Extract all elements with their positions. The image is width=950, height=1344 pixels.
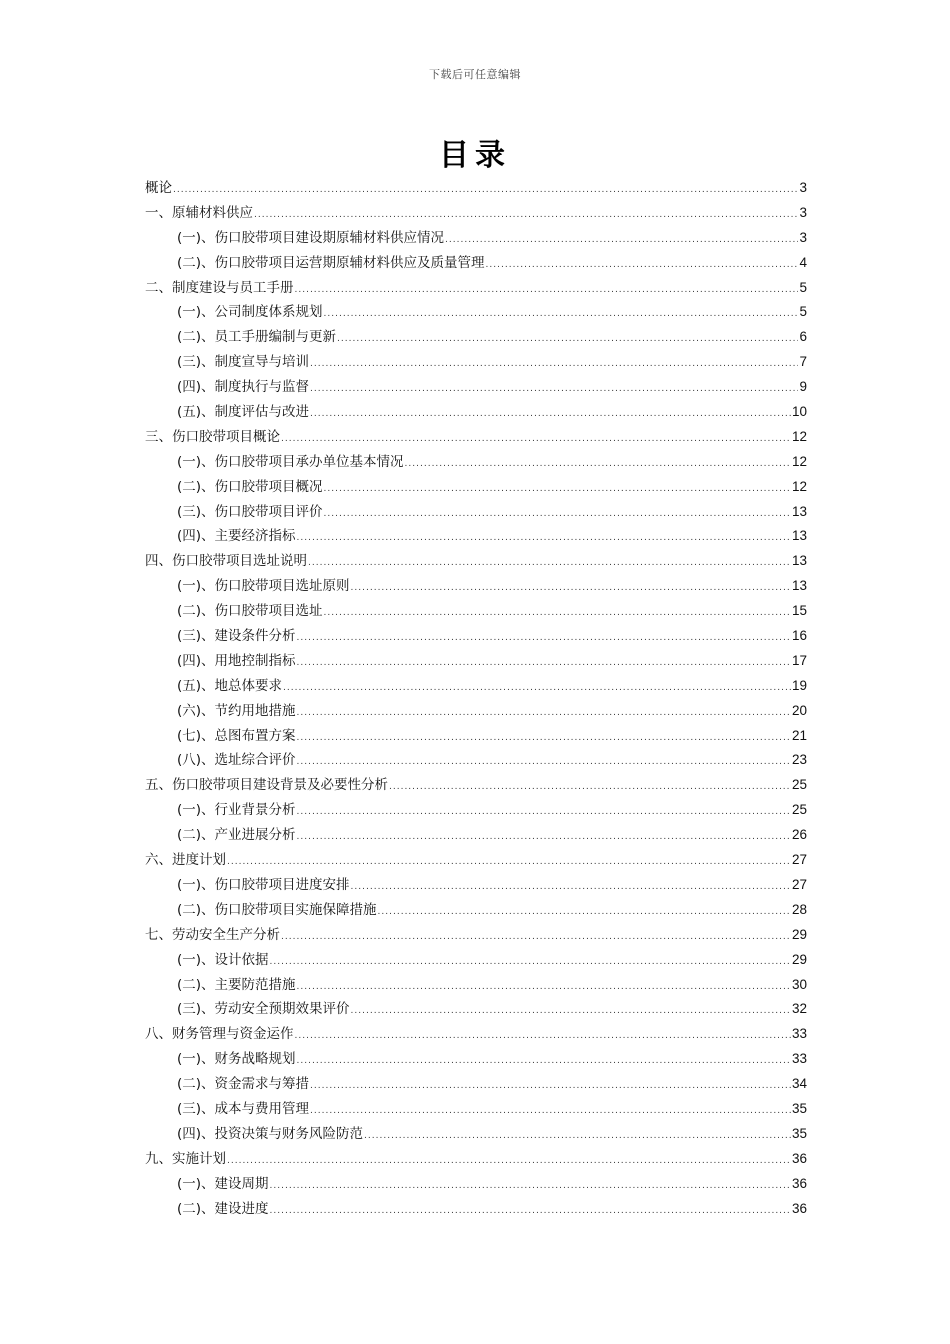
toc-dot-leader xyxy=(297,526,791,551)
toc-section-entry[interactable] xyxy=(145,1122,807,1147)
toc-section-entry[interactable] xyxy=(145,500,807,525)
toc-entry-label: 六、进度计划 xyxy=(145,852,226,869)
toc-section-entry[interactable] xyxy=(145,375,807,400)
toc-dot-leader xyxy=(351,576,791,601)
toc-dot-leader xyxy=(378,900,791,925)
toc-entry-label: 概论 xyxy=(145,180,172,196)
toc-dot-leader xyxy=(270,1174,791,1199)
toc-entry-page-number: 9 xyxy=(799,379,807,395)
toc-entry-label: (二)、伤口胶带项目选址 xyxy=(177,603,323,620)
toc-entry-label: (三)、制度宣导与培训 xyxy=(177,354,310,371)
toc-dot-leader xyxy=(270,1199,791,1224)
toc-section-entry[interactable] xyxy=(145,624,807,649)
toc-entry-label: (二)、建设进度 xyxy=(177,1200,269,1217)
toc-entry-page-number: 36 xyxy=(791,1200,807,1216)
toc-chapter-entry[interactable] xyxy=(145,549,807,574)
toc-dot-leader xyxy=(324,502,791,527)
toc-entry-page-number: 29 xyxy=(791,951,807,967)
toc-entry-label: 七、劳动安全生产分析 xyxy=(145,926,280,943)
toc-entry-page-number: 17 xyxy=(791,652,807,668)
toc-entry-page-number: 10 xyxy=(791,404,807,420)
toc-dot-leader xyxy=(351,875,791,900)
toc-dot-leader xyxy=(297,800,791,825)
toc-chapter-entry[interactable] xyxy=(145,848,807,873)
toc-section-entry[interactable] xyxy=(145,748,807,773)
toc-section-entry[interactable] xyxy=(145,574,807,599)
toc-entry-label: (八)、选址综合评价 xyxy=(177,752,296,769)
toc-chapter-entry[interactable] xyxy=(145,425,807,450)
toc-entry-label: 四、伤口胶带项目选址说明 xyxy=(145,553,307,570)
toc-section-entry[interactable] xyxy=(145,997,807,1022)
toc-entry-page-number: 13 xyxy=(791,503,807,519)
toc-entry-page-number: 29 xyxy=(791,926,807,942)
toc-chapter-entry[interactable] xyxy=(145,773,807,798)
toc-dot-leader xyxy=(297,626,791,651)
toc-entry-label: (二)、伤口胶带项目运营期原辅材料供应及质量管理 xyxy=(177,254,485,271)
toc-dot-leader xyxy=(283,676,791,701)
toc-entry-page-number: 6 xyxy=(799,329,807,345)
toc-entry-page-number: 19 xyxy=(791,677,807,693)
toc-dot-leader xyxy=(324,302,799,327)
toc-entry-page-number: 35 xyxy=(791,1100,807,1116)
toc-entry-page-number: 28 xyxy=(791,901,807,917)
toc-section-entry[interactable] xyxy=(145,599,807,624)
toc-entry-page-number: 33 xyxy=(791,1026,807,1042)
toc-section-entry[interactable] xyxy=(145,524,807,549)
table-of-contents xyxy=(145,176,807,1221)
toc-entry-page-number: 34 xyxy=(791,1076,807,1092)
toc-section-entry[interactable] xyxy=(145,450,807,475)
toc-entry-label: (五)、地总体要求 xyxy=(177,677,283,694)
toc-entry-label: 五、伤口胶带项目建设背景及必要性分析 xyxy=(145,777,388,794)
toc-dot-leader xyxy=(297,726,791,751)
toc-section-entry[interactable] xyxy=(145,798,807,823)
toc-entry-page-number: 23 xyxy=(791,752,807,768)
toc-entry-label: (二)、员工手册编制与更新 xyxy=(177,329,337,346)
toc-entry-page-number: 7 xyxy=(799,354,807,370)
toc-entry-page-number: 25 xyxy=(791,802,807,818)
toc-section-entry[interactable] xyxy=(145,1197,807,1222)
toc-entry-label: (六)、节约用地措施 xyxy=(177,702,296,719)
toc-entry-label: (一)、伤口胶带项目选址原则 xyxy=(177,578,350,595)
toc-entry-label: 三、伤口胶带项目概论 xyxy=(145,428,280,445)
toc-entry-label: (七)、总图布置方案 xyxy=(177,727,296,744)
toc-chapter-entry[interactable] xyxy=(145,1022,807,1047)
toc-entry-page-number: 4 xyxy=(799,254,807,270)
toc-entry-label: (三)、劳动安全预期效果评价 xyxy=(177,1001,350,1018)
toc-section-entry[interactable] xyxy=(145,823,807,848)
toc-entry-label: (一)、伤口胶带项目建设期原辅材料供应情况 xyxy=(177,229,445,246)
toc-section-entry[interactable] xyxy=(145,325,807,350)
toc-section-entry[interactable] xyxy=(145,226,807,251)
header-note: 下载后可任意编辑 xyxy=(429,68,521,81)
toc-entry-label: (四)、用地控制指标 xyxy=(177,652,296,669)
toc-section-entry[interactable] xyxy=(145,1072,807,1097)
toc-entry-page-number: 33 xyxy=(791,1051,807,1067)
toc-section-entry[interactable] xyxy=(145,724,807,749)
toc-section-entry[interactable] xyxy=(145,300,807,325)
toc-entry-label: (三)、建设条件分析 xyxy=(177,628,296,645)
toc-entry-label: (一)、建设周期 xyxy=(177,1175,269,1192)
toc-entry-page-number: 12 xyxy=(791,453,807,469)
toc-entry-page-number: 12 xyxy=(791,428,807,444)
toc-chapter-entry[interactable] xyxy=(145,923,807,948)
toc-section-entry[interactable] xyxy=(145,649,807,674)
toc-section-entry[interactable] xyxy=(145,475,807,500)
toc-entry-page-number: 13 xyxy=(791,553,807,569)
toc-dot-leader xyxy=(324,601,791,626)
toc-dot-leader xyxy=(310,1099,791,1124)
toc-entry-page-number: 15 xyxy=(791,603,807,619)
toc-entry-label: (一)、伤口胶带项目进度安排 xyxy=(177,876,350,893)
toc-chapter-entry[interactable] xyxy=(145,201,807,226)
toc-dot-leader xyxy=(173,178,798,203)
toc-dot-leader xyxy=(297,975,791,1000)
toc-entry-label: 九、实施计划 xyxy=(145,1150,226,1167)
toc-section-entry[interactable] xyxy=(145,948,807,973)
toc-dot-leader xyxy=(227,850,791,875)
toc-chapter-entry[interactable] xyxy=(145,176,807,201)
toc-entry-label: (四)、制度执行与监督 xyxy=(177,379,310,396)
toc-section-entry[interactable] xyxy=(145,873,807,898)
toc-dot-leader xyxy=(295,1024,791,1049)
toc-dot-leader xyxy=(445,228,798,253)
toc-entry-label: 二、制度建设与员工手册 xyxy=(145,279,294,296)
toc-entry-label: (二)、产业进展分析 xyxy=(177,827,296,844)
toc-section-entry[interactable] xyxy=(145,898,807,923)
toc-section-entry[interactable] xyxy=(145,350,807,375)
toc-entry-label: (四)、投资决策与财务风险防范 xyxy=(177,1125,364,1142)
toc-entry-label: (一)、行业背景分析 xyxy=(177,802,296,819)
toc-dot-leader xyxy=(310,352,798,377)
toc-dot-leader xyxy=(227,1149,791,1174)
toc-entry-label: (三)、成本与费用管理 xyxy=(177,1100,310,1117)
toc-entry-page-number: 3 xyxy=(799,180,807,195)
toc-entry-label: 一、原辅材料供应 xyxy=(145,204,253,221)
toc-entry-page-number: 20 xyxy=(791,702,807,718)
toc-entry-page-number: 13 xyxy=(791,528,807,544)
toc-entry-label: 八、财务管理与资金运作 xyxy=(145,1026,294,1043)
toc-section-entry[interactable] xyxy=(145,1172,807,1197)
toc-dot-leader xyxy=(364,1124,791,1149)
toc-entry-page-number: 36 xyxy=(791,1175,807,1191)
toc-entry-label: (一)、伤口胶带项目承办单位基本情况 xyxy=(177,453,404,470)
toc-dot-leader xyxy=(405,452,791,477)
toc-dot-leader xyxy=(308,551,791,576)
toc-dot-leader xyxy=(297,750,791,775)
toc-section-entry[interactable] xyxy=(145,400,807,425)
toc-entry-page-number: 3 xyxy=(799,204,807,220)
toc-entry-page-number: 5 xyxy=(799,279,807,295)
toc-entry-page-number: 32 xyxy=(791,1001,807,1017)
toc-entry-page-number: 21 xyxy=(791,727,807,743)
toc-dot-leader xyxy=(295,278,799,303)
toc-entry-page-number: 25 xyxy=(791,777,807,793)
toc-dot-leader xyxy=(389,775,791,800)
toc-entry-label: (四)、主要经济指标 xyxy=(177,528,296,545)
toc-entry-label: (一)、设计依据 xyxy=(177,951,269,968)
toc-dot-leader xyxy=(486,253,799,278)
toc-dot-leader xyxy=(281,427,791,452)
toc-dot-leader xyxy=(337,327,798,352)
toc-entry-label: (三)、伤口胶带项目评价 xyxy=(177,503,323,520)
toc-entry-page-number: 30 xyxy=(791,976,807,992)
toc-section-entry[interactable] xyxy=(145,1047,807,1072)
toc-dot-leader xyxy=(324,477,791,502)
toc-entry-page-number: 35 xyxy=(791,1125,807,1141)
toc-entry-page-number: 27 xyxy=(791,852,807,868)
toc-dot-leader xyxy=(310,1074,791,1099)
page-title: 目录 xyxy=(439,138,511,173)
toc-entry-label: (二)、伤口胶带项目实施保障措施 xyxy=(177,901,377,918)
toc-section-entry[interactable] xyxy=(145,699,807,724)
toc-chapter-entry[interactable] xyxy=(145,1147,807,1172)
toc-entry-page-number: 26 xyxy=(791,827,807,843)
toc-entry-page-number: 13 xyxy=(791,578,807,594)
toc-dot-leader xyxy=(297,701,791,726)
toc-dot-leader xyxy=(297,825,791,850)
toc-entry-page-number: 16 xyxy=(791,628,807,644)
toc-entry-label: (五)、制度评估与改进 xyxy=(177,404,310,421)
toc-chapter-entry[interactable] xyxy=(145,276,807,301)
toc-entry-page-number: 3 xyxy=(799,229,807,245)
toc-entry-page-number: 5 xyxy=(799,304,807,320)
toc-section-entry[interactable] xyxy=(145,1097,807,1122)
toc-entry-label: (二)、伤口胶带项目概况 xyxy=(177,478,323,495)
toc-entry-label: (一)、财务战略规划 xyxy=(177,1051,296,1068)
toc-dot-leader xyxy=(297,651,791,676)
toc-dot-leader xyxy=(281,925,791,950)
toc-entry-page-number: 36 xyxy=(791,1150,807,1166)
toc-entry-label: (一)、公司制度体系规划 xyxy=(177,304,323,321)
toc-dot-leader xyxy=(310,402,791,427)
toc-dot-leader xyxy=(310,377,798,402)
toc-dot-leader xyxy=(270,950,791,975)
toc-entry-page-number: 12 xyxy=(791,478,807,494)
toc-section-entry[interactable] xyxy=(145,251,807,276)
toc-section-entry[interactable] xyxy=(145,674,807,699)
toc-entry-label: (二)、主要防范措施 xyxy=(177,976,296,993)
toc-entry-page-number: 27 xyxy=(791,876,807,892)
toc-section-entry[interactable] xyxy=(145,973,807,998)
toc-entry-label: (二)、资金需求与筹措 xyxy=(177,1076,310,1093)
toc-dot-leader xyxy=(351,999,791,1024)
toc-dot-leader xyxy=(254,203,798,228)
toc-dot-leader xyxy=(297,1049,791,1074)
